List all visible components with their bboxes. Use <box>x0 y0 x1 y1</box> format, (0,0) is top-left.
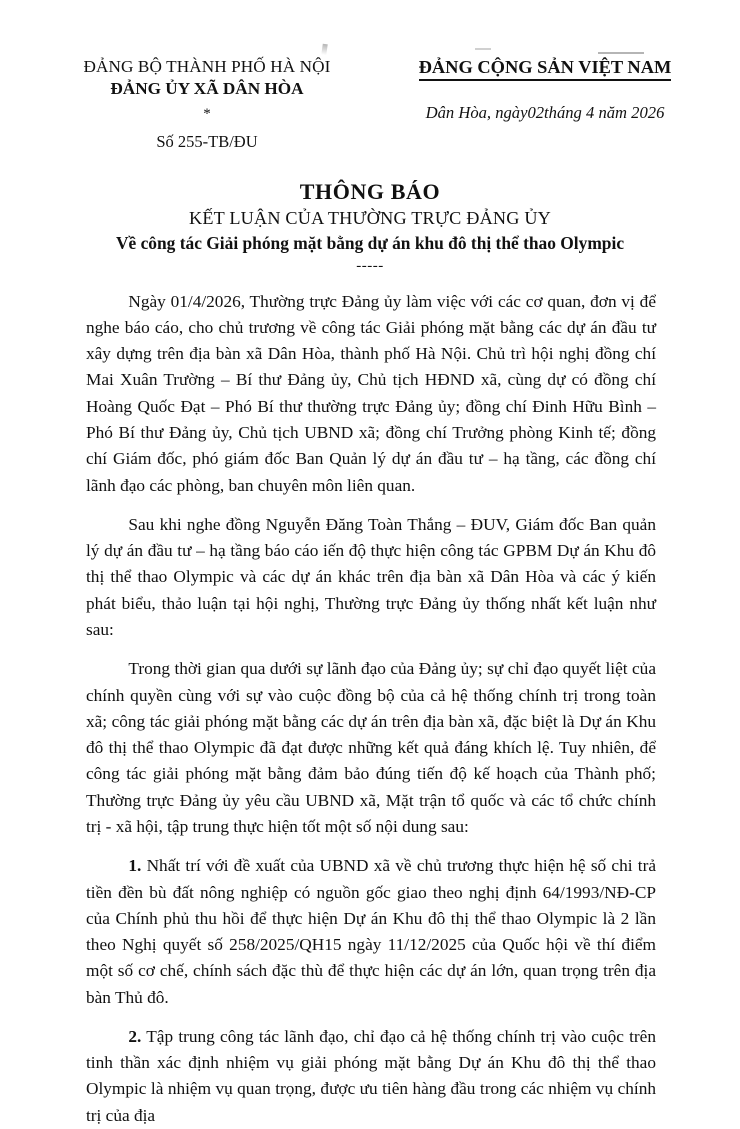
numbered-item <box>86 853 656 1011</box>
document-body <box>0 289 740 1129</box>
numbered-item-marker: 2. <box>128 1026 142 1046</box>
document-subject: Về công tác Giải phóng mặt bằng dự án khu đô thị thể thao Olympic <box>115 233 625 254</box>
place-and-date: Dân Hòa, ngày02tháng 4 năm 2026 <box>425 103 665 123</box>
body-paragraph: Trong thời gian qua dưới sự lãnh đạo của Đảng ủy; sự chỉ đạo quyết liệt của chính quyền cùng với sự vào cuộc đồng bộ của cả hệ thống chính trị trong toàn xã; công tác giải phóng mặt bằng các dự án trên địa bàn xã, đặc biệt là Dự án Khu đô thị thể thao Olympic đã đạt được những kết quả đáng khích lệ. Tuy nhiên, để công tác giải phóng mặt bằng đảm bảo đúng tiến độ kế hoạch của Thành phố; Thường trực Đảng ủy yêu cầu UBND xã, Mặt trận tổ quốc và các tổ chức chính trị - xã hội, tập trung thực hiện tốt một số nội dung sau: <box>86 659 656 836</box>
document-header <box>0 0 740 152</box>
numbered-item-text: Nhất trí với đề xuất của UBND xã về chủ trương thực hiện hệ số chi trả tiền đền bù đất nông nghiệp có nguồn gốc giao theo nghị định 64/1993/NĐ-CP của Chính phủ thu hồi để thực hiện Dự án Khu đô thị thể thao Olympic là 2 lần theo Nghị quyết số 258/2025/QH15 ngày 11/12/2025 của Quốc hội về thí điểm một số cơ chế, chính sách đặc thù để thực hiện các dự án lớn, quan trọng trên địa bàn Thủ đô. <box>86 856 656 1007</box>
organization-line-1: ĐẢNG BỘ THÀNH PHỐ HÀ NỘI <box>83 57 331 76</box>
document-subtitle: KẾT LUẬN CỦA THƯỜNG TRỰC ĐẢNG ỦY <box>188 208 551 229</box>
party-name-heading: ĐẢNG CỘNG SẢN VIỆT NAM <box>419 56 672 81</box>
document-number: Số 255-TB/ĐU <box>156 131 258 151</box>
body-paragraph: Sau khi nghe đồng Nguyễn Đăng Toàn Thắng – ĐUV, Giám đốc Ban quản lý dự án đầu tư – hạ tầng báo cáo iến độ thực hiện công tác GPBM Dự án Khu đô thị thể thao Olympic và các dự án khác trên địa bàn xã Dân Hòa và các ý kiến phát biểu, thảo luận tại hội nghị, Thường trực Đảng ủy thống nhất kết luận như sau: <box>86 514 656 639</box>
page-title: THÔNG BÁO <box>299 178 441 204</box>
title-divider: ----- <box>356 258 384 275</box>
issuing-authority-block <box>42 56 372 152</box>
numbered-item <box>86 1024 656 1129</box>
numbered-item-marker: 1. <box>128 856 142 876</box>
document-title-block <box>0 178 740 275</box>
numbered-item-text: Tập trung công tác lãnh đạo, chỉ đạo cả hệ thống chính trị vào cuộc trên tinh thần xác định nhiệm vụ giải phóng mặt bằng Dự án Khu đô thị thể thao Olympic là nhiệm vụ quan trọng, được ưu tiên hàng đầu trong các nhiệm vụ chính trị của địa <box>86 1026 656 1125</box>
body-paragraph: Ngày 01/4/2026, Thường trực Đảng ủy làm việc với các cơ quan, đơn vị để nghe báo cáo, cho chủ trương về công tác Giải phóng mặt bằng các dự án đầu tư xây dựng trên địa bàn xã Dân Hòa, thành phố Hà Nội. Chủ trì hội nghị đồng chí Mai Xuân Trường – Bí thư Đảng ủy, Chủ tịch HĐND xã, cùng dự có đồng chí Hoàng Quốc Đạt – Phó Bí thư thường trực Đảng ủy; đồng chí Đinh Hữu Bình – Phó Bí thư Đảng ủy, Chủ tịch UBND xã; đồng chí Trưởng phòng Kinh tế; đồng chí Giám đốc, phó giám đốc Ban Quản lý dự án đầu tư – hạ tầng, các đồng chí lãnh đạo các phòng, ban chuyên môn liên quan. <box>86 291 656 495</box>
header-asterisk-separator: * <box>203 106 211 123</box>
organization-line-2: ĐẢNG ỦY XÃ DÂN HÒA <box>110 79 304 99</box>
national-heading-block <box>372 56 740 123</box>
